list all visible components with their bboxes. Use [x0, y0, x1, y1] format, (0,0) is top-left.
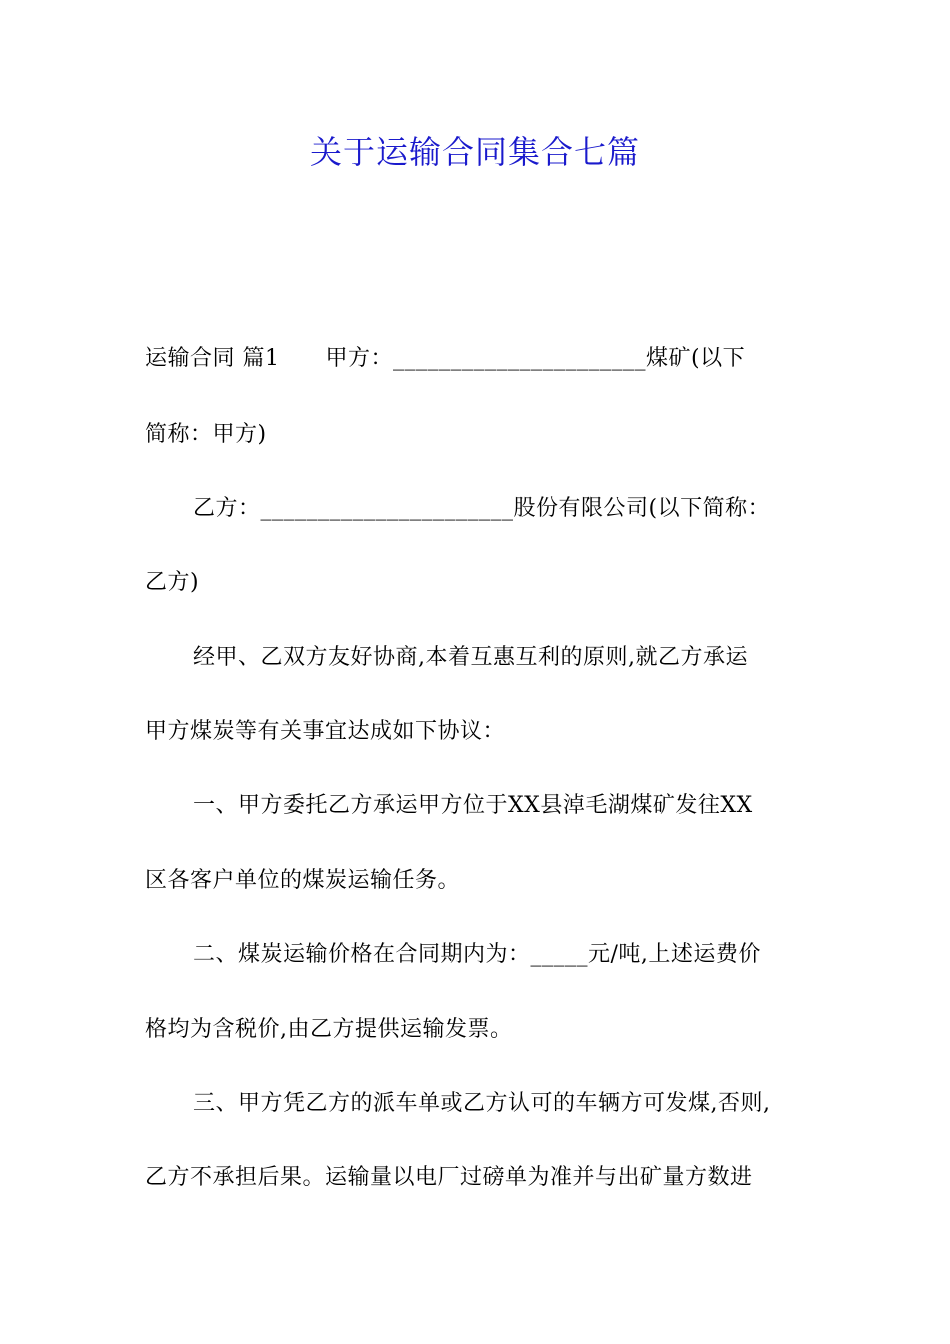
paragraph-line-8: 区各客户单位的煤炭运输任务。: [145, 868, 461, 893]
clause-2-line: 二、煤炭运输价格在合同期内为：_____元/吨,上述运费价: [193, 942, 761, 967]
paragraph-line-12: 乙方不承担后果。运输量以电厂过磅单为准并与出矿量方数进: [145, 1165, 753, 1190]
paragraph-line-1: [145, 344, 815, 374]
clause-1-line: 一、甲方委托乙方承运甲方位于XX县淖毛湖煤矿发往XX: [193, 793, 753, 818]
document-title: 关于运输合同集合七篇: [309, 133, 640, 171]
party-a-line: 甲方：______________________煤矿(以下: [325, 346, 746, 371]
clause-3-line: 三、甲方凭乙方的派车单或乙方认可的车辆方可发煤,否则,: [193, 1091, 771, 1116]
paragraph-line-10: 格均为含税价,由乙方提供运输发票。: [145, 1017, 513, 1042]
party-b-line: 乙方：______________________股份有限公司(以下简称：: [193, 496, 771, 521]
section-heading: 运输合同 篇1: [145, 346, 280, 371]
agreement-intro-line: 经甲、乙双方友好协商,本着互惠互利的原则,就乙方承运: [193, 645, 748, 670]
paragraph-line-6: 甲方煤炭等有关事宜达成如下协议：: [145, 719, 506, 744]
paragraph-line-2: 简称：甲方): [145, 422, 267, 447]
paragraph-line-4: 乙方): [145, 570, 200, 595]
